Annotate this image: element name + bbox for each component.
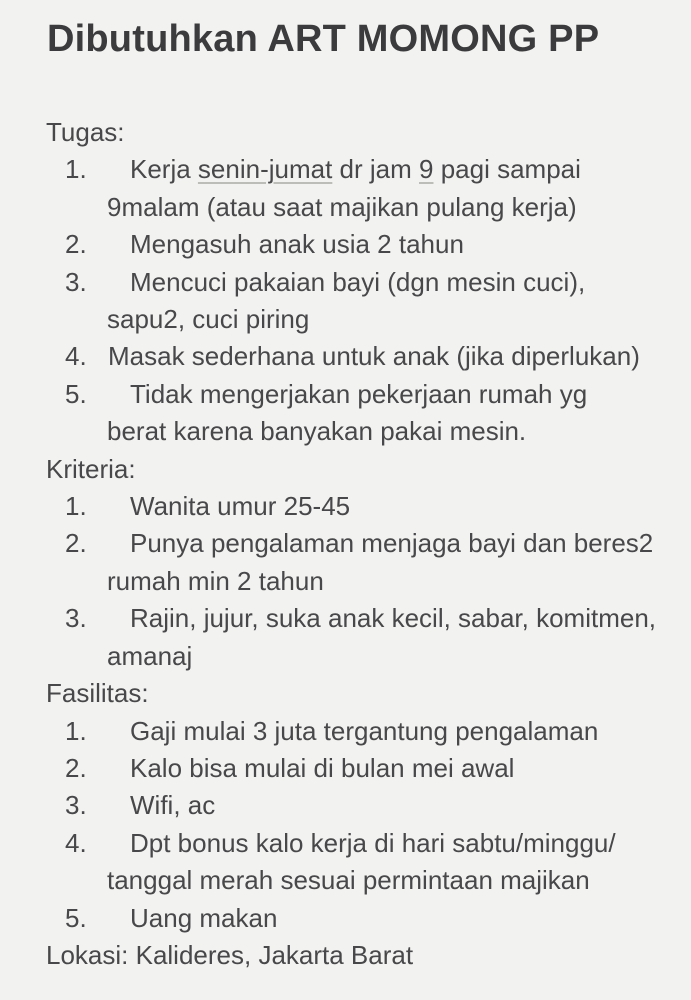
list-item bbox=[65, 750, 667, 787]
underlined-text: 9 bbox=[419, 154, 434, 185]
text-segment: Kerja bbox=[130, 154, 198, 185]
list-item bbox=[65, 525, 667, 562]
list-item-number: 5. bbox=[65, 902, 87, 933]
list-item-continuation bbox=[107, 301, 667, 338]
section-heading: Kriteria: bbox=[46, 453, 136, 484]
text-segment: Uang makan bbox=[130, 902, 278, 933]
list-item bbox=[65, 600, 667, 637]
list-item-number: 4. bbox=[65, 341, 87, 372]
text-segment: Tidak mengerjakan pekerjaan rumah yg bbox=[130, 378, 588, 409]
list-item-number: 3. bbox=[65, 790, 87, 821]
text-segment: berat karena banyakan pakai mesin. bbox=[107, 416, 527, 447]
underlined-text: senin-jumat bbox=[197, 154, 333, 185]
list-item bbox=[65, 713, 667, 750]
text-segment: Punya pengalaman menjaga bayi dan beres2 bbox=[130, 528, 654, 559]
section-heading: Fasilitas: bbox=[46, 678, 149, 709]
text-segment: Dpt bonus kalo kerja di hari sabtu/minggu/ bbox=[130, 827, 616, 858]
list-item-number: 1. bbox=[65, 715, 87, 746]
list-item-number: 2. bbox=[65, 229, 87, 260]
page-title: Dibutuhkan ART MOMONG PP bbox=[47, 18, 600, 60]
list-item-number: 1. bbox=[65, 154, 87, 185]
section-heading: Tugas: bbox=[46, 117, 125, 147]
list-item-continuation bbox=[107, 862, 667, 899]
list-item-number: 4. bbox=[65, 827, 87, 858]
list-item-number: 3. bbox=[65, 603, 87, 634]
text-segment: Kalo bisa mulai di bulan mei awal bbox=[130, 752, 515, 783]
text-segment: Wifi, ac bbox=[130, 790, 216, 821]
text-segment: dr jam bbox=[332, 154, 420, 185]
list-item-continuation bbox=[107, 638, 667, 675]
list-item bbox=[65, 488, 667, 525]
list-item-number: 5. bbox=[65, 378, 87, 409]
list-item-number: 3. bbox=[65, 266, 87, 297]
text-segment: Rajin, jujur, suka anak kecil, sabar, komitmen, bbox=[130, 603, 657, 634]
list-item-continuation bbox=[107, 413, 667, 450]
list-item bbox=[65, 226, 667, 263]
list-item-number: 2. bbox=[65, 752, 87, 783]
list-item bbox=[65, 900, 667, 937]
text-segment: rumah min 2 tahun bbox=[107, 565, 324, 596]
text-segment: pagi sampai bbox=[433, 154, 581, 185]
list-item-continuation bbox=[107, 189, 667, 226]
list-item bbox=[65, 787, 667, 824]
document-body bbox=[46, 114, 667, 974]
list-item-number: 2. bbox=[65, 528, 87, 559]
location-line: Lokasi: Kalideres, Jakarta Barat bbox=[46, 939, 414, 970]
text-segment: amanaj bbox=[107, 640, 193, 671]
list-item bbox=[65, 825, 667, 862]
text-segment: Wanita umur 25-45 bbox=[130, 491, 351, 522]
text-segment: tanggal merah sesuai permintaan majikan bbox=[107, 865, 590, 896]
list-item-continuation bbox=[107, 563, 667, 600]
text-segment: 9malam (atau saat majikan pulang kerja) bbox=[107, 191, 577, 222]
list-item bbox=[65, 151, 667, 188]
list-item-number: 1. bbox=[65, 491, 87, 522]
text-segment: Masak sederhana untuk anak (jika diperlukan) bbox=[108, 341, 640, 372]
text-segment: Mengasuh anak usia 2 tahun bbox=[130, 229, 464, 260]
text-segment: Mencuci pakaian bayi (dgn mesin cuci), bbox=[130, 266, 586, 297]
list-item bbox=[65, 264, 667, 301]
text-segment: sapu2, cuci piring bbox=[107, 304, 310, 335]
text-segment: Gaji mulai 3 juta tergantung pengalaman bbox=[130, 715, 599, 746]
list-item bbox=[65, 376, 667, 413]
list-item bbox=[65, 338, 667, 375]
